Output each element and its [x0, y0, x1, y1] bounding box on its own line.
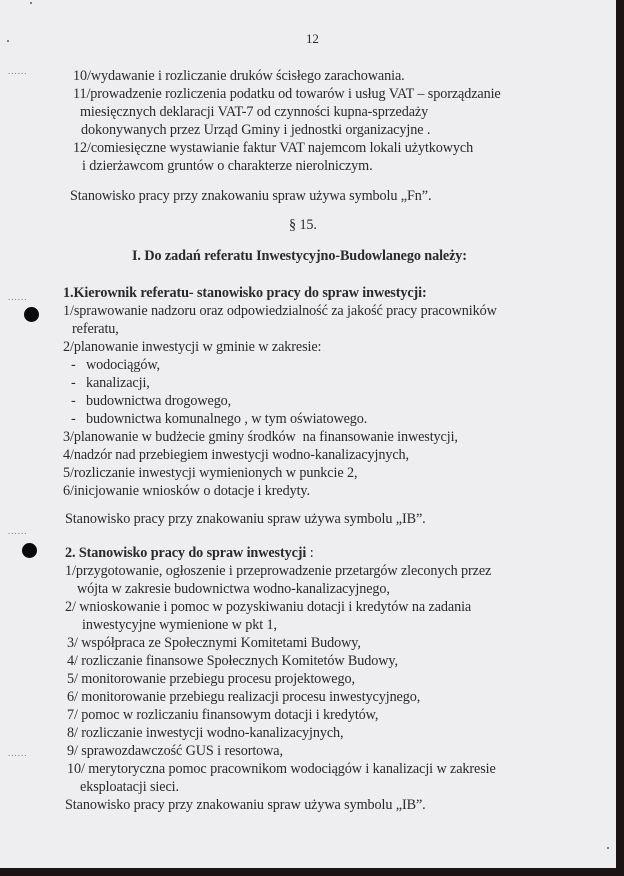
bullet-item: - kanalizacji, — [71, 375, 150, 391]
list-item-continuation: dokonywanych przez Urząd Gminy i jednostki organizacyjne . — [81, 122, 431, 138]
list-item: 3/ współpraca ze Społecznymi Komitetami Budowy, — [67, 635, 361, 651]
list-item: 10/wydawanie i rozliczanie druków ścisłego zarachowania. — [73, 68, 405, 84]
bullet-item: - budownictwa drogowego, — [71, 393, 232, 409]
list-item: 5/ monitorowanie przebiegu procesu projektowego, — [67, 671, 355, 687]
list-item: 1/przygotowanie, ogłoszenie i przeprowadzenie przetargów zleconych przez — [65, 563, 492, 579]
list-item: 7/ pomoc w rozliczaniu finansowym dotacji i kredytów, — [67, 707, 379, 723]
bullet-item: - budownictwa komunalnego , w tym oświatowego. — [71, 411, 368, 427]
margin-dots: ...... — [8, 66, 28, 76]
position-2-title-suffix: : — [306, 545, 314, 561]
margin-dots: ...... — [8, 748, 28, 758]
list-item-continuation: referatu, — [72, 321, 119, 337]
list-item: 4/ rozliczanie finansowe Społecznych Komitetów Budowy, — [67, 653, 398, 669]
position-2-title-text: 2. Stanowisko pracy do spraw inwestycji — [65, 545, 307, 561]
list-item: 3/planowanie w budżecie gminy środków na finansowanie inwestycji, — [63, 429, 458, 445]
punch-hole — [22, 543, 37, 558]
list-item: 5/rozliczanie inwestycji wymienionych w punkcie 2, — [63, 465, 358, 481]
punch-hole — [24, 307, 39, 322]
list-item-continuation: inwestycyjne wymienione w pkt 1, — [82, 617, 277, 633]
list-item: 2/planowanie inwestycji w gminie w zakresie: — [63, 339, 322, 355]
list-item: 8/ rozliczanie inwestycji wodno-kanalizacyjnych, — [67, 725, 344, 741]
page-number: 12 — [306, 31, 319, 46]
list-item-continuation: miesięcznych deklaracji VAT-7 od czynności kupna-sprzedaży — [80, 104, 429, 120]
list-item: 6/inicjowanie wniosków o dotacje i kredyty. — [63, 483, 310, 499]
section-heading: I. Do zadań referatu Inwestycyjno-Budowlanego należy: — [132, 248, 467, 264]
symbol-note-ib: Stanowisko pracy przy znakowaniu spraw używa symbolu „IB”. — [65, 511, 426, 527]
list-item: 1/sprawowanie nadzoru oraz odpowiedzialność za jakość pracy pracowników — [63, 303, 497, 319]
position-1-title: 1.Kierownik referatu- stanowisko pracy do spraw inwestycji: — [63, 285, 427, 301]
list-item: 6/ monitorowanie przebiegu realizacji procesu inwestycyjnego, — [67, 689, 421, 705]
list-item-continuation: eksploatacji sieci. — [80, 779, 179, 795]
bullet-item: - wodociągów, — [71, 357, 160, 373]
list-item: 12/comiesięczne wystawianie faktur VAT najemcom lokali użytkowych — [73, 140, 474, 156]
list-item: 9/ sprawozdawczość GUS i resortowa, — [67, 743, 283, 759]
margin-dots: ...... — [8, 526, 28, 536]
symbol-note-fn: Stanowisko pracy przy znakowaniu spraw używa symbolu „Fn”. — [70, 188, 432, 204]
section-number: § 15. — [289, 217, 317, 233]
margin-dots: ...... — [8, 292, 28, 302]
symbol-note-ib: Stanowisko pracy przy znakowaniu spraw używa symbolu „IB”. — [65, 797, 426, 813]
scan-speck — [607, 847, 609, 849]
list-item-continuation: i dzierżawcom gruntów o charakterze nierolniczym. — [82, 158, 373, 174]
list-item: 4/nadzór nad przebiegiem inwestycji wodno-kanalizacyjnych, — [63, 447, 409, 463]
list-item: 11/prowadzenie rozliczenia podatku od towarów i usług VAT – sporządzanie — [73, 86, 501, 102]
list-item-continuation: wójta w zakresie budownictwa wodno-kanalizacyjnego, — [77, 581, 390, 597]
list-item: 2/ wnioskowanie i pomoc w pozyskiwaniu dotacji i kredytów na zadania — [65, 599, 472, 615]
scan-speck — [7, 40, 9, 42]
position-2-title — [65, 545, 314, 562]
list-item: 10/ merytoryczna pomoc pracownikom wodociągów i kanalizacji w zakresie — [67, 761, 496, 777]
scan-speck — [30, 2, 32, 4]
